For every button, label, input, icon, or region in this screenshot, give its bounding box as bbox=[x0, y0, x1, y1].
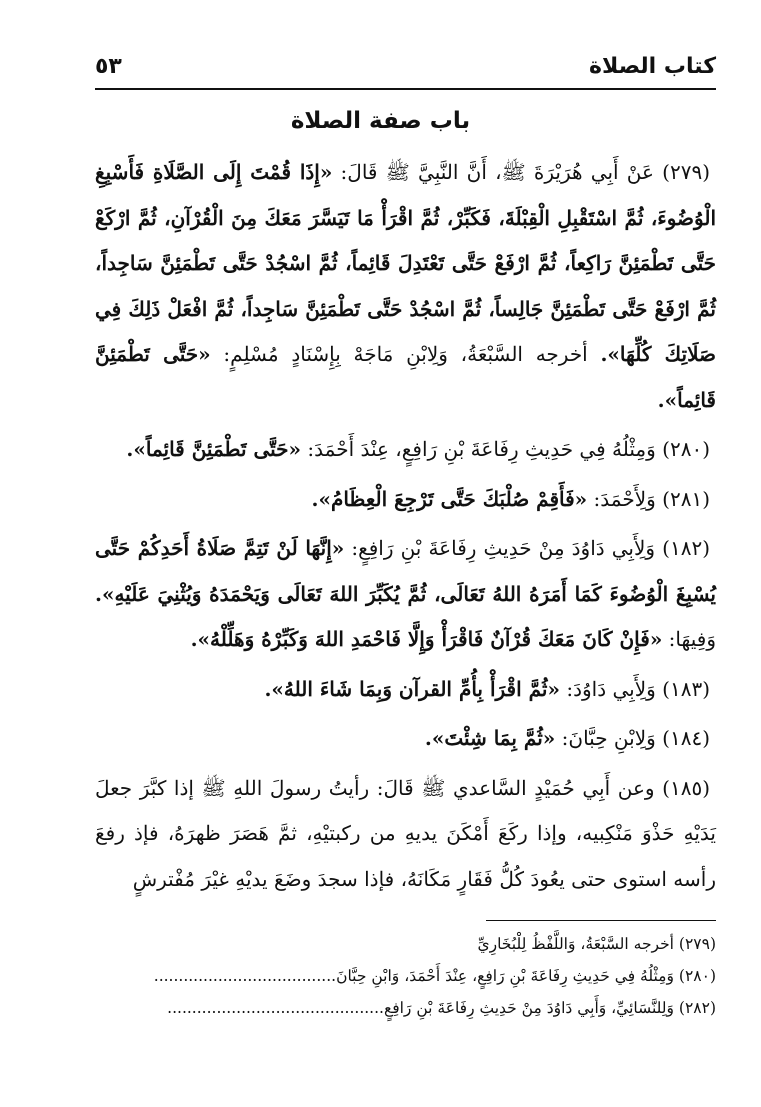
footnote bbox=[95, 928, 716, 960]
prophetic-quote: «حَتَّى تَطْمَئِنَّ قَائِماً». bbox=[95, 342, 716, 412]
prophetic-quote: «حَتَّى تَطْمَئِنَّ قَائِماً». bbox=[126, 437, 302, 461]
footnote bbox=[95, 960, 716, 992]
hadith-paragraph bbox=[95, 477, 716, 523]
footnote-text: (٢٧٩) أخرجه السَّبْعَةُ، وَاللَّفْظُ لِلْبُخَارِيِّ bbox=[477, 935, 716, 953]
footnotes bbox=[95, 928, 716, 1024]
hadith-paragraph bbox=[95, 716, 716, 762]
page-number: ٥٣ bbox=[95, 54, 122, 79]
narration-text: وَلِأَبِي دَاوُدَ: bbox=[560, 676, 656, 701]
hadith-number: (١٨٥) bbox=[654, 775, 710, 800]
hadith-number: (٢٨١) bbox=[655, 486, 710, 511]
narration-text: وَلِأَبِي دَاوُدَ مِنْ حَدِيثِ رِفَاعَةَ بْنِ رَافِعٍ: bbox=[344, 536, 656, 560]
hadith-paragraph bbox=[95, 766, 716, 903]
prophetic-quote: «إِذَا قُمْتَ إِلَى الصَّلَاةِ فَأَسْبِغِ الْوُضُوءَ، ثُمَّ اسْتَقْبِلِ الْقِبْلَةَ، فَكَبِّرْ، ثُمَّ اقْرَأْ مَا تَيَسَّرَ مَعَكَ مِنَ الْقُرْآنِ، ثُمَّ ارْكَعْ حَتَّى تَطْمَئِنَّ رَاكِعاً، ثُمَّ ارْفَعْ حَتَّى تَعْتَدِلَ قَائِماً، ثُمَّ اسْجُدْ حَتَّى تَطْمَئِنَّ سَاجِداً، ثُمَّ ارْفَعْ حَتَّى تَطْمَئِنَّ جَالِساً، ثُمَّ اسْجُدْ حَتَّى تَطْمَئِنَّ سَاجِداً، ثُمَّ افْعَلْ ذَلِكَ فِي صَلَاتِكَ كُلِّهَا». bbox=[95, 160, 717, 366]
hadith-number: (٢٧٩) bbox=[653, 160, 710, 184]
narration-text: وعن أَبِي حُمَيْدٍ السَّاعدي ﷺ قَالَ: رأيتُ رسولَ اللهِ ﷺ إذا كبَّرَ جعلَ يَدَيْهِ حَذْوَ مَنْكِبيه، وإذا ركَعَ أَمْكَنَ يديهِ من ركبتيْهِ، ثمَّ هَصَرَ ظهرَهُ، فإذ رفعَ رأسه استوى حتى يعُودَ كُلُّ فَقَارٍ مَكَانَهُ، فإذا سجدَ وضَعَ يديْهِ غيْرَ مُفْترشٍ bbox=[95, 775, 717, 891]
narration-text: عَنْ أَبِي هُرَيْرَةَ ﷺ، أَنَّ النَّبِيَّ ﷺ قَالَ: bbox=[332, 160, 654, 184]
footnote-leader-dots: ............................................ bbox=[167, 999, 384, 1017]
prophetic-quote: «فَأَقِمْ صُلْبَكَ حَتَّى تَرْجِعَ الْعِظَامُ». bbox=[311, 486, 588, 511]
running-title: كتاب الصلاة bbox=[589, 54, 716, 79]
prophetic-quote: «إِنَّهَا لَنْ تَتِمَّ صَلَاةُ أَحَدِكُمْ حَتَّى يُسْبِغَ الْوُضُوءَ كَمَا أَمَرَهُ اللهُ تَعَالَى، ثُمَّ يُكَبِّرَ اللهَ تَعَالَى وَيَحْمَدَهُ وَيُثْنِيَ عَلَيْهِ». bbox=[95, 536, 716, 606]
narration-text: وَمِثْلُهُ فِي حَدِيثِ رِفَاعَةَ بْنِ رَافِعٍ، عِنْدَ أَحْمَدَ: bbox=[301, 437, 656, 461]
hadith-number: (١٨٣) bbox=[655, 676, 710, 701]
hadith-number: (١٨٤) bbox=[655, 726, 710, 750]
footnote-divider bbox=[486, 920, 716, 921]
narration-text: أخرجه السَّبْعَةُ، وَلِابْنِ مَاجَهْ بِإِسْنَادٍ مُسْلِمٍ: bbox=[210, 342, 601, 366]
hadith-paragraph bbox=[95, 427, 716, 473]
hadith-paragraph bbox=[95, 667, 716, 713]
narration-text: وَفِيهَا: bbox=[662, 627, 716, 651]
hadith-number: (٢٨٠) bbox=[655, 437, 710, 461]
footnote-leader-dots: ..................................... bbox=[153, 967, 337, 985]
footnote-text: (٢٨٢) وَلِلنَّسَائِيِّ، وَأَبِي دَاوُدَ مِنْ حَدِيثِ رِفَاعَةَ بْنِ رَافِعٍ bbox=[383, 999, 716, 1017]
prophetic-quote: «فَإِنْ كَانَ مَعَكَ قُرْآنٌ فَاقْرَأْ وَإِلَّا فَاحْمَدِ اللهَ وَكَبِّرْهُ وَهَلِّلْهُ». bbox=[190, 627, 663, 651]
footnote bbox=[95, 992, 716, 1024]
hadith-number: (١٨٢) bbox=[655, 536, 710, 560]
narration-text: وَلِابْنِ حِبَّانَ: bbox=[555, 726, 656, 750]
page-header bbox=[95, 48, 716, 90]
chapter-title: باب صفة الصلاة bbox=[290, 108, 471, 134]
footnote-text: (٢٨٠) وَمِثْلُهُ فِي حَدِيثِ رِفَاعَةَ بْنِ رَافِعٍ، عِنْدَ أَحْمَدَ، وَابْنِ حِبَّانَ bbox=[336, 967, 716, 985]
hadith-paragraph bbox=[95, 526, 716, 663]
hadith-body bbox=[95, 150, 716, 902]
prophetic-quote: «ثُمَّ اقْرَأْ بِأُمِّ القرآن وَبِمَا شَاءَ اللهُ». bbox=[264, 676, 560, 701]
hadith-paragraph bbox=[95, 150, 716, 423]
prophetic-quote: «ثُمَّ بِمَا شِئْتَ». bbox=[424, 726, 556, 750]
narration-text: وَلِأَحْمَدَ: bbox=[587, 486, 656, 511]
